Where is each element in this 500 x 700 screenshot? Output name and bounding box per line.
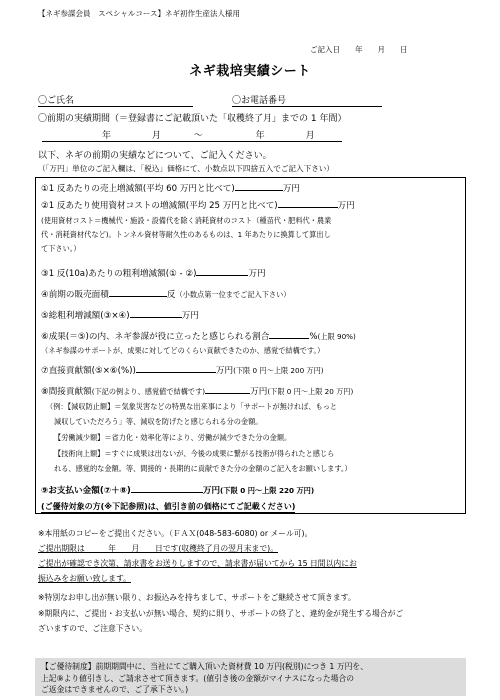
intro-text: 以下、ネギの前期の実績などについて、ご記入ください。	[38, 151, 272, 161]
item-8-note: (下限 0 円～上限 20 万円)	[267, 387, 354, 396]
preferential-line1: 【ご優待制度】前期期間中に、当社にてご購入頂いた資材費 10 万円(税別)につき 1 万円を、	[41, 662, 369, 671]
item-4-note: （小数点第一位までご記入下さい）	[175, 290, 291, 299]
item-9-note: (下限 0 円～上限 220 万円)	[220, 486, 315, 495]
item-6-unit: %	[309, 332, 318, 342]
item-4-label: ④前期の販売面積	[41, 290, 109, 300]
item-7-unit: 万円	[215, 366, 234, 376]
item-2-unit: 万円	[337, 201, 355, 211]
item-8-example-line4: 【技術向上額】＝すぐに成果は出ないが、今後の成果に繋がる技術が得られたと感じら	[54, 449, 335, 458]
item-4-unit: 反	[166, 290, 176, 300]
item-8-example-line5: れる、感覚的な金額。等、間接的・長期的に貢献できた分の金額のご記入をお願いします。）	[54, 464, 352, 473]
item-7[interactable]	[41, 364, 324, 376]
note-4: 振込みをお願い致します。	[38, 574, 131, 583]
period-tilde: ～	[193, 131, 203, 141]
unit-note: （「万円」単位のご記入欄は、「税込」価格にて、小数点以下四捨五入でご記入下さい）	[38, 164, 334, 173]
item-5-unit: 万円	[181, 311, 199, 321]
item-8-unit: 万円	[250, 387, 268, 397]
note-7: ざいますので、ご注意下さい。	[38, 624, 147, 633]
item-5-label: ⑤総粗利増減額(③×④)	[41, 311, 130, 321]
item-9[interactable]	[41, 484, 314, 496]
item-8-label: ⑧間接貢献額	[41, 387, 92, 397]
item-1-unit: 万円	[282, 184, 300, 194]
item-7-note: (下限 0 円～上限 200 万円)	[233, 366, 324, 375]
period-year-end: 年	[255, 131, 265, 141]
header-note: 【ネギ参謀会員 スペシャルコース】ネギ初作生産法人様用	[38, 9, 240, 18]
item-3-label: ③1 反(10a)あたりの粗利増減額(① - ②)	[41, 269, 197, 279]
item-6-explanation: （ネギ参謀のサポートが、成果に対してどのくらい貢献できたのか、感覚で結構です。）	[41, 346, 325, 355]
period-month-end: 月	[305, 131, 315, 141]
item-9-label: ⑨お支払い金額(⑦＋⑧)	[41, 486, 131, 496]
item-2-note-line3: て下さい。）	[41, 244, 81, 253]
preferential-line2: 上記⑨より値引きし、ご請求させて頂きます。(値引き後の金額がマイナスになった場合の	[41, 673, 355, 683]
item-4[interactable]	[41, 288, 291, 300]
item-8-example-line3: 【労働減少額】＝省力化・効率化等により、労働が減少できた分の金額。	[54, 433, 292, 442]
phone-field[interactable]	[232, 93, 382, 107]
item-8-example-line1: （例：【減収防止額】＝気象災害などの特異な出来事により「サポートが無ければ、もっと	[46, 402, 338, 411]
preferential-box	[35, 658, 466, 696]
item-7-label: ⑦直接貢献額(⑤×⑥(%))	[41, 366, 136, 376]
item-1[interactable]	[41, 182, 300, 194]
item-6[interactable]	[41, 330, 356, 342]
preferential-line3: ご返金はできませんので、ご了承下さい。)	[41, 685, 189, 694]
item-2-label: ②1 反あたり使用資材コストの増減額(平均 25 万円と比べて)	[41, 201, 278, 211]
item-6-note: (上限 90%)	[317, 332, 356, 341]
item-2-note-line1: (使用資材コスト＝機械代・施設・設備代を除く消耗資材のコスト（種苗代・肥料代・農業	[41, 216, 332, 225]
phone-label: 〇お電話番号	[232, 93, 382, 107]
item-2-note-line2: 代・消耗資材代など)。トンネル資材等耐久性のあるものは、1 年あたりに換算して算出し	[41, 230, 331, 239]
item-8[interactable]	[41, 385, 353, 397]
note-2: ご提出期限は 年 月 日です(収穫終了月の翌月末まで)。	[38, 544, 278, 553]
item-9-explanation: (ご優待対象の方(※下記参照)は、値引き前の価格にてご記載ください)	[41, 502, 296, 511]
period-label: 〇前期の実績期間（＝登録書にご記載頂いた「収穫終了月」までの 1 年間）	[38, 114, 347, 124]
period-year-start: 年	[102, 131, 112, 141]
item-3-unit: 万円	[248, 269, 266, 279]
note-6: ※期限内に、ご提出・お支払いが無い場合、契約に則り、サポートの終了と、違約金が発生する場合がご	[38, 609, 404, 618]
name-field[interactable]	[38, 93, 193, 107]
item-2[interactable]	[41, 199, 355, 211]
item-5[interactable]	[41, 309, 199, 321]
item-3[interactable]	[41, 267, 266, 279]
name-label: 〇ご氏名	[38, 93, 193, 107]
item-8-mid: (下記の例より、感覚値で結構です)	[91, 387, 206, 396]
note-3: ご提出が確認でき次第、請求書をお送りしますので、請求書が届いてから 15 日間以内にお	[38, 559, 357, 568]
note-1: ※本用紙のコピーをご提出ください。（ＦＡＸ(048-583-6080) or メール可)。	[38, 529, 313, 538]
item-6-label: ⑥成果(＝⑤)の内、ネギ参謀が役に立ったと感じられる割合	[41, 332, 270, 342]
results-box	[35, 177, 466, 514]
item-1-label: ①1 反あたりの売上増減額(平均 60 万円と比べて)	[41, 184, 235, 194]
period-field[interactable]	[42, 128, 342, 142]
note-5: ※特別なお申し出が無い限り、お振込みを持ちまして、サポートをご継続させて頂きます。	[38, 593, 356, 602]
period-month-start: 月	[151, 131, 161, 141]
item-8-example-line2: 減収していただろう」等、減収を防げたと感じられる分の金額。	[54, 417, 263, 426]
item-9-unit: 万円	[202, 486, 221, 496]
page-title: ネギ栽培実績シート	[189, 64, 311, 79]
date-field[interactable]: ご記入日 年 月 日	[310, 45, 408, 54]
